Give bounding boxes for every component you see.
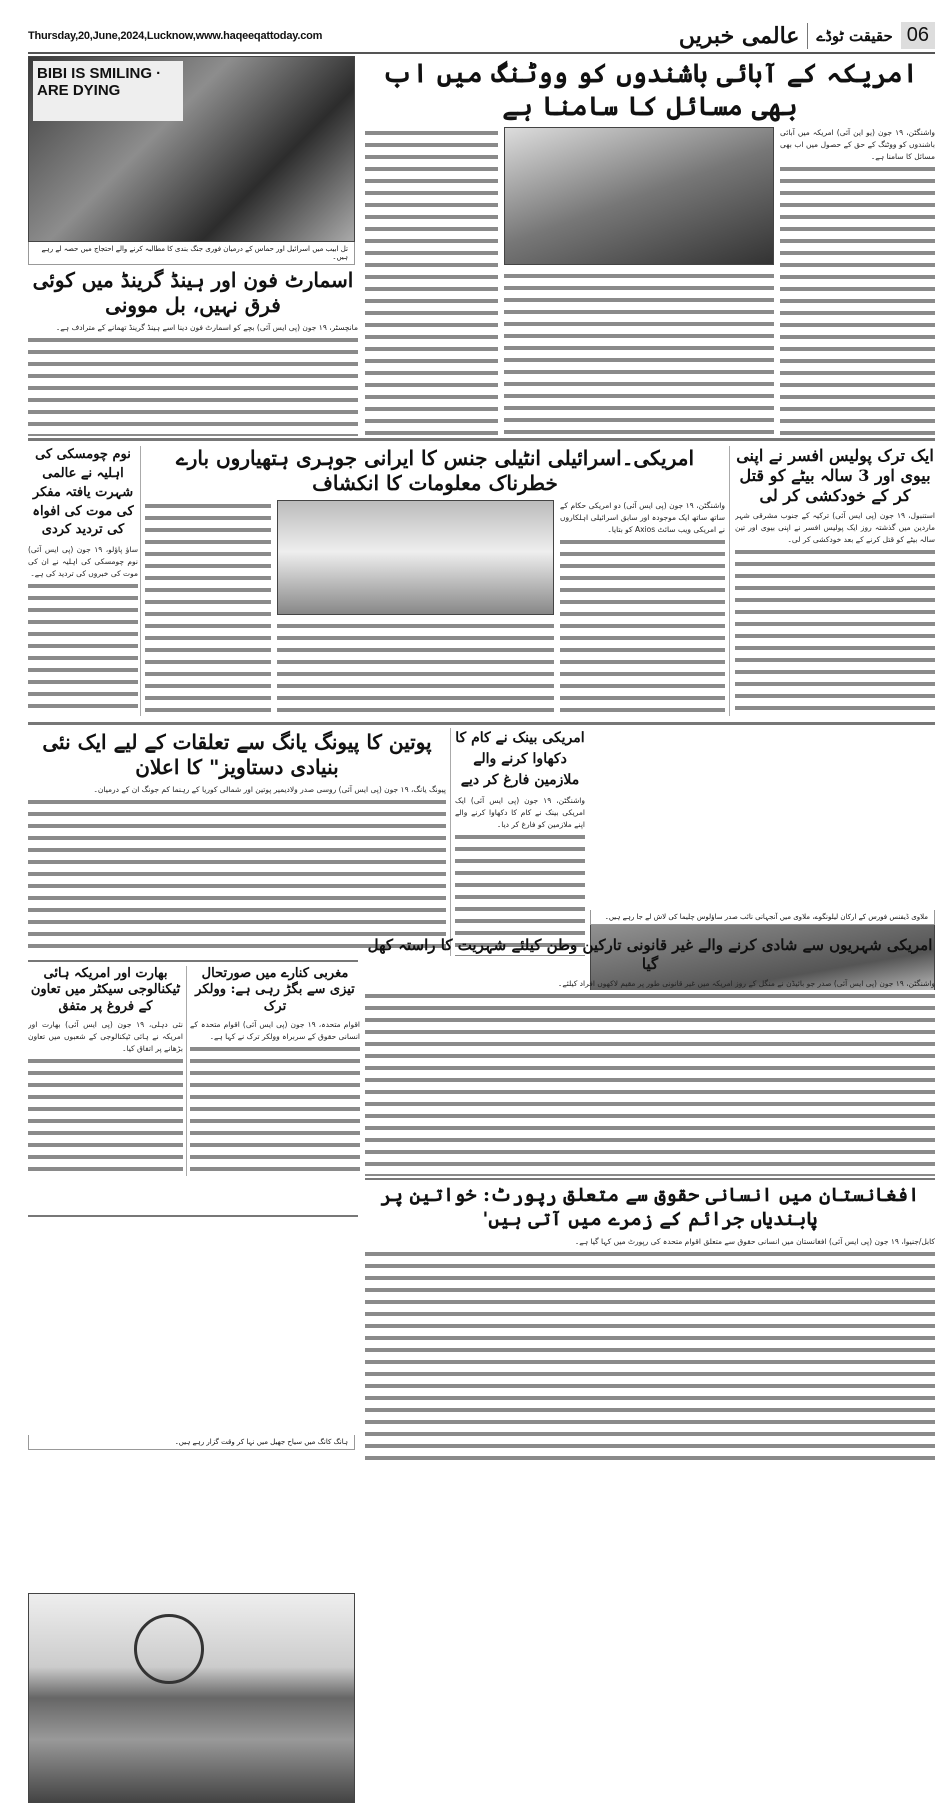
article-native-voting [365,58,935,436]
headline-smartphone: اسمارٹ فون اور ہینڈ گرینڈ میں کوئی فرق نہیں، بل موونی [32,268,354,317]
ferris-wheel-icon [134,1614,204,1684]
article-body [28,544,138,716]
article-lead: مانچسٹر، ۱۹ جون (پی ایس آئی) بچے کو اسمارٹ فون دینا اسے ہینڈ گرینڈ تھمانے کے مترادف ہے۔ [55,323,358,332]
section-rule [28,1215,358,1217]
column-divider [450,728,451,956]
headline-turkish-officer: ایک ترک پولیس افسر نے اپنی بیوی اور 3 سالہ بیٹے کو قتل کر کے خودکشی کر لی [736,446,934,505]
headline-west-bank: مغربی کنارے میں صورتحال تیزی سے بگڑ رہی ہے: وولکر ترک [195,966,355,1014]
text-lines [190,1043,360,1176]
nuclear-facility-photo [277,500,554,615]
column-divider [140,446,141,716]
photo-column [277,500,554,716]
article-columns [145,500,725,716]
article-us-citizenship [365,936,935,1176]
headline-afghanistan: افغانستان میں انسانی حقوق سے متعلق رپورٹ: خواتین پر پابندیاں جرائم کے زمرے میں آتی ہیں' [380,1184,920,1230]
article-body [365,1236,935,1463]
photo-column [504,127,774,436]
article-body [28,322,358,436]
article-lead: کابل/جنیوا، ۱۹ جون (پی ایس آئی) افغانستان میں انسانی حقوق سے متعلق اقوام متحدہ کی رپورٹ میں کہا گیا ہے۔ [574,1236,935,1246]
headline-iran-nuclear: امریکی۔اسرائیلی انٹیلی جنس کا ایرانی جوہری ہتھیاروں بارے خطرناک معلومات کا انکشاف [175,446,695,495]
brand-logo: حقیقت ٹوڈے [816,26,893,45]
article-body [277,620,554,716]
text-lines [365,990,935,1177]
article-body [145,500,271,716]
text-lines [365,1248,935,1463]
section-title: عالمی خبریں [678,22,800,49]
article-body [504,270,774,436]
article-lead: واشنگٹن، ۱۹ جون (پی ایس آئی) دو امریکی حکام کے ساتھ ساتھ ایک موجودہ اور سابق اسرائیلی اہلکاروں نے امریکی ویب سائٹ Axios کو بتایا۔ [560,501,725,534]
page-number: 06 [901,22,935,49]
article-body [28,784,446,956]
article-body [190,1019,360,1176]
text-lines [780,163,935,436]
article-turkish-officer [735,446,935,716]
headline-putin: پوتین کا پیونگ یانگ سے تعلقات کے لیے ایک نئی بنیادی دستاویز" کا اعلان [42,730,432,779]
header-rule [28,52,935,54]
column-divider [186,966,187,1176]
divider [807,23,808,49]
article-lead: اقوام متحدہ، ۱۹ جون (پی ایس آئی) اقوام متحدہ کے انسانی حقوق کے سربراہ وولکر ترک نے کہا ہے۔ [190,1019,360,1041]
protest-photo [28,56,355,242]
article-lead: واشنگٹن، ۱۹ جون (پی ایس آئی) ایک امریکی بینک نے کام کا دکھاوا کرنے والے اپنے ملازمین کو فارغ کر دیا۔ [455,796,585,829]
section-rule [28,722,935,725]
column-divider [729,446,730,716]
article-columns [365,127,935,436]
masthead [679,22,935,49]
article-body [455,795,585,956]
text-lines [28,334,358,436]
article-body [365,127,498,436]
lake-swimmers-photo [28,1593,355,1803]
article-india-us [28,966,183,1176]
headline-chomsky: نوم چومسکی کی اہلیہ نے عالمی شہرت یافتہ مفکر کی موت کی افواہ کی تردید کردی [32,447,134,538]
article-lead: نئی دہلی، ۱۹ جون (پی ایس آئی) بھارت اور امریکہ نے ہائی ٹیکنالوجی کے شعبوں میں تعاون بڑھانے پر اتفاق کیا۔ [28,1019,183,1053]
section-rule [365,1178,935,1180]
photo-caption: ہانگ کانگ میں سیاح جھیل میں نہا کر وقت گزار رہے ہیں۔ [28,1435,355,1450]
article-west-bank [190,966,360,1176]
article-body [365,978,935,1177]
text-lines [28,580,138,716]
article-lead: استنبول، ۱۹ جون (پی ایس آئی) ترکیہ کے جنوب مشرقی شہر ماردین میں گذشتہ روز ایک پولیس افسر نے اپنی بیوی اور تین سالہ بیٹے کو قتل کرنے کے بعد خودکشی کر لی۔ [735,511,935,544]
article-body [735,510,935,716]
article-body [28,1019,183,1176]
article-smartphone [28,268,358,436]
text-lines [28,796,446,956]
text-lines [560,536,725,716]
article-lead: واشنگٹن، ۱۹ جون (پی ایس آئی) صدر جو بائیڈن نے منگل کے روز امریکہ میں غیر قانونی طور پر مقیم لاکھوں افراد کیلئے۔ [557,978,935,988]
article-iran-nuclear [145,446,725,716]
article-afghanistan [365,1184,935,1462]
photo-caption: تل ابیب میں اسرائیل اور حماس کے درمیان فوری جنگ بندی کا مطالبہ کرنے والے احتجاج میں حصہ لے رہے ہیں۔ [28,242,355,265]
article-chomsky [28,446,138,716]
section-rule [28,438,935,441]
headline-us-citizenship: امریکی شہریوں سے شادی کرنے والے غیر قانونی تارکین وطن کیلئے شہریت کا راستہ کھل گیا [367,936,933,973]
section-rule [28,960,358,962]
headline-native-voting: امریکہ کے آبائی باشندوں کو ووٹنگ میں اب بھی مسائل کا سامنا ہے [382,59,918,122]
native-americans-photo [504,127,774,265]
text-lines [735,546,935,716]
article-body [780,127,935,436]
protest-sign: BIBI IS SMILING · ARE DYING [33,61,183,121]
article-lead: پیونگ یانگ، ۱۹ جون (پی ایس آئی) روسی صدر ولادیمیر پوتین اور شمالی کوریا کے رہنما کم جونگ ان کے درمیان۔ [93,785,446,794]
article-putin [28,730,446,956]
article-us-bank [455,728,585,956]
article-lead: ساؤ پاؤلو، ۱۹ جون (پی ایس آئی) نوم چومسکی کی اہلیہ نے ان کی موت کی خبروں کی تردید کی ہے۔ [28,545,138,579]
dateline: Thursday,20,June,2024,Lucknow,www.haqeeqattoday.com [28,30,323,42]
headline-india-us: بھارت اور امریکہ ہائی ٹیکنالوجی سیکٹر میں تعاون کے فروغ پر متفق [30,966,181,1014]
headline-us-bank: امریکی بینک نے کام کا دکھاوا کرنے والے ملازمین فارغ کر دیے [455,730,585,788]
photo-caption: ملاوی ڈیفنس فورس کے ارکان لیلونگوے، ملاوی میں آنجہانی نائب صدر ساؤلوس چلیما کی لاش لے جا رہے ہیں۔ [590,910,935,925]
article-body [560,500,725,716]
text-lines [28,1055,183,1176]
article-lead: واشنگٹن، ۱۹ جون (یو این آئی) امریکہ میں آبائی باشندوں کو ووٹنگ کے حق کے حصول میں اب بھی مسائل کا سامنا ہے۔ [780,128,935,161]
